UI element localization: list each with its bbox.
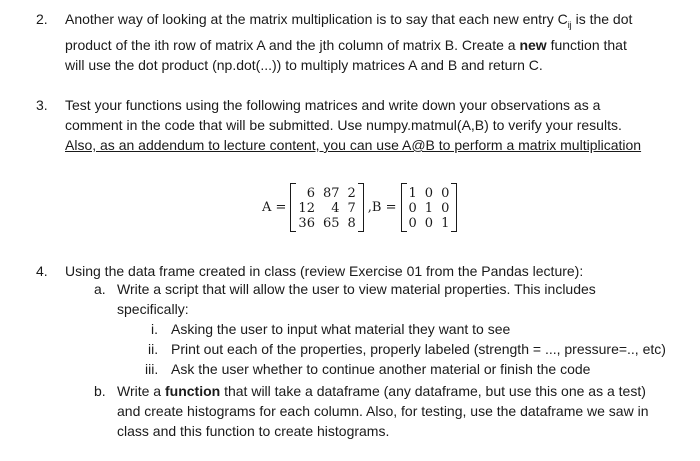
sub-item-a <box>117 279 596 319</box>
text-line: product of the ith row of matrix A and the jth column of matrix B. Create a new function that <box>65 36 627 53</box>
text-line: specifically: <box>117 301 189 317</box>
item-text <box>65 261 583 281</box>
matrix-a-cell: 6 <box>306 186 315 201</box>
roman-item: Ask the user whether to continue another material or finish the code <box>171 361 591 377</box>
matrix-b <box>401 183 458 232</box>
matrix-a-cell: 36 <box>298 216 315 231</box>
matrix-b-cell: 1 <box>408 186 417 201</box>
text-line: will use the dot product (np.dot(...)) to multiply matrices A and B and return C. <box>65 56 543 73</box>
text-line: Test your functions using the following matrices and write down your observations as a <box>65 97 601 113</box>
item-text <box>65 95 641 155</box>
matrix-a-cell: 65 <box>322 216 340 231</box>
roman-number: i. <box>151 321 158 337</box>
text-line: Write a script that will allow the user to view material properties. This includes <box>117 281 596 297</box>
item-text <box>65 9 632 75</box>
roman-number: ii. <box>148 341 159 357</box>
matrix-b-cell: 1 <box>441 216 450 231</box>
matrix-b-cell: 0 <box>408 201 417 216</box>
text-line: Also, as an addendum to lecture content, you can use A@B to perform a matrix multiplication <box>65 137 642 153</box>
roman-number: iii. <box>145 361 159 377</box>
matrix-a-cell: 2 <box>347 186 356 201</box>
matrix-b-cell: 0 <box>424 186 434 201</box>
matrix-b-cell: 0 <box>408 216 417 231</box>
sub-item-letter: a. <box>94 281 106 297</box>
roman-item: Print out each of the properties, properly labeled (strength = ..., pressure=.., etc) <box>171 341 666 357</box>
item-number: 4. <box>36 263 48 279</box>
item-number: 2. <box>36 11 48 27</box>
roman-item: Asking the user to input what material they want to see <box>171 321 511 337</box>
item-number: 3. <box>36 97 48 113</box>
matrix-a-cell: 4 <box>331 201 340 216</box>
matrix-b-label: ,B = <box>367 199 397 215</box>
matrix-b-cell: 0 <box>424 216 434 231</box>
text-line: Using the data frame created in class (review Exercise 01 from the Pandas lecture): <box>65 263 584 279</box>
matrix-a <box>290 183 363 232</box>
sub-item-letter: b. <box>94 383 106 399</box>
matrix-a-cell: 7 <box>347 201 356 216</box>
matrix-a-cell: 8 <box>347 216 356 231</box>
text-line: comment in the code that will be submitted. Use numpy.matmul(A,B) to verify your results. <box>65 117 622 133</box>
matrix-b-cell: 1 <box>424 201 434 216</box>
matrix-equation <box>262 183 457 232</box>
text-line: Another way of looking at the matrix multiplication is to say that each new entry $C_{ij}$ is the dot <box>65 11 633 30</box>
sub-item-b <box>117 381 649 441</box>
matrix-b-cell: 0 <box>441 201 450 216</box>
matrix-a-cell: 87 <box>322 186 340 201</box>
text-line: and create histograms for each column. Also, for testing, use the dataframe we saw in <box>117 403 649 419</box>
matrix-b-cell: 0 <box>441 186 450 201</box>
text-line: class and this function to create histograms. <box>117 423 390 439</box>
text-line: Write a function that will take a dataframe (any dataframe, but use this one as a test) <box>117 383 646 399</box>
matrix-a-cell: 12 <box>298 201 315 216</box>
matrix-a-label: A = <box>262 199 287 215</box>
